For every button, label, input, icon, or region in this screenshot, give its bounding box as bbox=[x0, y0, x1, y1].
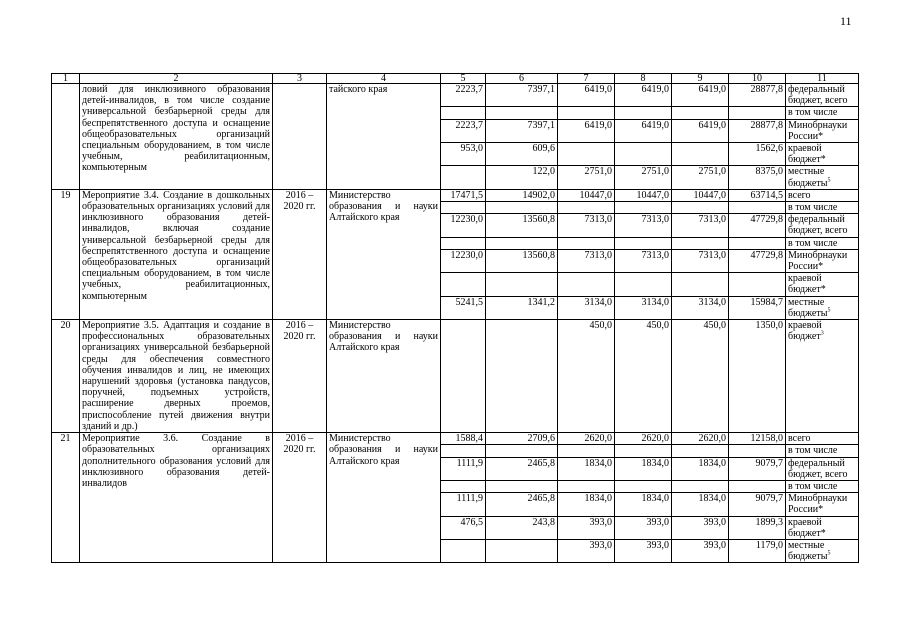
value-cell: 3134,0 bbox=[615, 296, 672, 319]
page-number: 11 bbox=[840, 14, 852, 28]
value-cell bbox=[729, 107, 786, 119]
measure-description: Мероприятие 3.6. Создание в образовательных организациях дополнительного образования условий для инклюзивного образования детей-инвалидов bbox=[80, 433, 273, 563]
funding-source bbox=[786, 249, 859, 272]
value-cell bbox=[729, 202, 786, 214]
value-cell bbox=[486, 107, 558, 119]
value-cell: 450,0 bbox=[615, 320, 672, 433]
value-cell bbox=[558, 237, 615, 249]
value-cell: 3134,0 bbox=[672, 296, 729, 319]
value-cell bbox=[441, 273, 486, 296]
value-cell bbox=[486, 237, 558, 249]
period: 2016 – 2020 гг. bbox=[273, 433, 327, 563]
value-cell: 6419,0 bbox=[615, 84, 672, 107]
funding-source-label: краевой бюджет* bbox=[788, 273, 826, 296]
value-cell bbox=[558, 445, 615, 457]
value-cell: 1111,9 bbox=[441, 457, 486, 480]
value-cell: 2223,7 bbox=[441, 119, 486, 142]
measure-description: Мероприятие 3.5. Адаптация и создание в профессиональных образовательных организациях универсальной безбарьерной среды для обеспечения совместного обучения инвалидов и лиц, не имеющих нарушений здоровья (установка пандусов, поручней, подъемных устройств, расширение дверных проемов, приспособление путей движения внутри зданий и др.) bbox=[80, 320, 273, 433]
value-cell bbox=[672, 445, 729, 457]
funding-source bbox=[786, 273, 859, 296]
value-cell: 953,0 bbox=[441, 143, 486, 166]
funding-source-label: в том числе bbox=[788, 107, 838, 119]
value-cell bbox=[486, 445, 558, 457]
value-cell bbox=[672, 273, 729, 296]
value-cell: 2751,0 bbox=[558, 166, 615, 189]
value-cell: 17471,5 bbox=[441, 189, 486, 201]
value-cell: 2620,0 bbox=[615, 433, 672, 445]
value-cell: 5241,5 bbox=[441, 296, 486, 319]
value-cell bbox=[441, 320, 486, 433]
funding-source bbox=[786, 433, 859, 445]
value-cell bbox=[615, 143, 672, 166]
column-header: 1 bbox=[52, 74, 80, 84]
value-cell: 10447,0 bbox=[558, 189, 615, 201]
value-cell: 1562,6 bbox=[729, 143, 786, 166]
table-row bbox=[52, 320, 859, 433]
value-cell: 450,0 bbox=[672, 320, 729, 433]
value-cell bbox=[558, 202, 615, 214]
value-cell: 13560,8 bbox=[486, 249, 558, 272]
budget-table bbox=[51, 73, 859, 563]
value-cell: 2465,8 bbox=[486, 457, 558, 480]
column-header: 10 bbox=[729, 74, 786, 84]
executor: Министерство образования и науки Алтайского края bbox=[327, 189, 441, 319]
funding-source bbox=[786, 480, 859, 492]
value-cell: 2223,7 bbox=[441, 84, 486, 107]
footnote-mark: 5 bbox=[827, 550, 831, 557]
row-number: 19 bbox=[52, 189, 80, 319]
funding-source bbox=[786, 320, 859, 433]
funding-source bbox=[786, 445, 859, 457]
funding-source bbox=[786, 84, 859, 107]
table-row bbox=[52, 433, 859, 445]
value-cell: 10447,0 bbox=[672, 189, 729, 201]
period: 2016 – 2020 гг. bbox=[273, 189, 327, 319]
row-number: 21 bbox=[52, 433, 80, 563]
value-cell: 6419,0 bbox=[558, 119, 615, 142]
value-cell: 6419,0 bbox=[672, 119, 729, 142]
measure-description: ловий для инклюзивного образования детей-инвалидов, в том числе создание универсальной безбарьерной среды для беспрепятственного доступа и оснащение общеобразовательных организаций специальным оборудованием, в том числе учебным, реабилитационным, компьютерным bbox=[80, 84, 273, 190]
funding-source-label: всего bbox=[788, 433, 811, 445]
value-cell: 1834,0 bbox=[672, 457, 729, 480]
value-cell: 393,0 bbox=[672, 516, 729, 539]
table-row bbox=[52, 189, 859, 201]
value-cell bbox=[486, 539, 558, 562]
column-header: 8 bbox=[615, 74, 672, 84]
value-cell: 2620,0 bbox=[558, 433, 615, 445]
footnote-mark: 5 bbox=[827, 307, 831, 314]
executor: Министерство образования и науки Алтайского края bbox=[327, 320, 441, 433]
value-cell: 7313,0 bbox=[558, 249, 615, 272]
value-cell bbox=[672, 143, 729, 166]
value-cell: 12230,0 bbox=[441, 214, 486, 237]
value-cell: 1350,0 bbox=[729, 320, 786, 433]
value-cell bbox=[441, 445, 486, 457]
value-cell bbox=[615, 237, 672, 249]
value-cell: 7313,0 bbox=[672, 214, 729, 237]
funding-source-label: в том числе bbox=[788, 202, 838, 214]
value-cell: 47729,8 bbox=[729, 214, 786, 237]
funding-source-label: всего bbox=[788, 189, 811, 201]
value-cell bbox=[672, 202, 729, 214]
value-cell: 7313,0 bbox=[672, 249, 729, 272]
value-cell: 9079,7 bbox=[729, 457, 786, 480]
funding-source-label: краевой бюджет* bbox=[788, 516, 826, 539]
value-cell bbox=[729, 273, 786, 296]
value-cell: 10447,0 bbox=[615, 189, 672, 201]
funding-source bbox=[786, 189, 859, 201]
value-cell: 12158,0 bbox=[729, 433, 786, 445]
value-cell: 2751,0 bbox=[672, 166, 729, 189]
funding-source bbox=[786, 166, 859, 189]
value-cell: 47729,8 bbox=[729, 249, 786, 272]
value-cell bbox=[615, 480, 672, 492]
row-number: 20 bbox=[52, 320, 80, 433]
funding-source-label: федеральный бюджет, всего bbox=[788, 457, 848, 480]
funding-source bbox=[786, 457, 859, 480]
column-header: 6 bbox=[486, 74, 558, 84]
executor: Министерство образования и науки Алтайского края bbox=[327, 433, 441, 563]
value-cell bbox=[729, 237, 786, 249]
value-cell: 2465,8 bbox=[486, 493, 558, 516]
funding-source bbox=[786, 516, 859, 539]
funding-source-label: местные бюджеты bbox=[788, 539, 828, 563]
value-cell: 1179,0 bbox=[729, 539, 786, 562]
value-cell bbox=[672, 107, 729, 119]
value-cell: 450,0 bbox=[558, 320, 615, 433]
value-cell: 1111,9 bbox=[441, 493, 486, 516]
value-cell: 6419,0 bbox=[615, 119, 672, 142]
value-cell: 3134,0 bbox=[558, 296, 615, 319]
value-cell: 12230,0 bbox=[441, 249, 486, 272]
value-cell: 1834,0 bbox=[558, 457, 615, 480]
funding-source bbox=[786, 107, 859, 119]
value-cell bbox=[558, 480, 615, 492]
value-cell: 7313,0 bbox=[615, 249, 672, 272]
value-cell bbox=[486, 320, 558, 433]
value-cell: 8375,0 bbox=[729, 166, 786, 189]
value-cell: 1834,0 bbox=[672, 493, 729, 516]
value-cell: 63714,5 bbox=[729, 189, 786, 201]
column-header: 9 bbox=[672, 74, 729, 84]
value-cell: 2709,6 bbox=[486, 433, 558, 445]
value-cell: 1834,0 bbox=[615, 457, 672, 480]
value-cell bbox=[441, 237, 486, 249]
value-cell bbox=[615, 202, 672, 214]
funding-source-label: Минобрнауки России* bbox=[788, 493, 848, 516]
value-cell: 393,0 bbox=[615, 516, 672, 539]
footnote-mark: 3 bbox=[820, 330, 824, 337]
funding-source-label: Минобрнауки России* bbox=[788, 249, 848, 273]
value-cell: 7397,1 bbox=[486, 84, 558, 107]
value-cell: 1899,3 bbox=[729, 516, 786, 539]
value-cell bbox=[615, 107, 672, 119]
period: 2016 – 2020 гг. bbox=[273, 320, 327, 433]
column-header: 5 bbox=[441, 74, 486, 84]
funding-source-label: в том числе bbox=[788, 480, 838, 492]
value-cell: 7313,0 bbox=[615, 214, 672, 237]
value-cell: 1588,4 bbox=[441, 433, 486, 445]
value-cell bbox=[615, 445, 672, 457]
measure-description: Мероприятие 3.4. Создание в дошкольных образовательных организациях условий для инклюзивного образования детей-инвалидов, включая создание универсальной безбарьерной среды для беспрепятственного доступа и оснащение общеобразовательных организаций специальным оборудованием, в том числе учебных, реабилитационных, компьютерным bbox=[80, 189, 273, 319]
funding-source-label: федеральный бюджет, всего bbox=[788, 84, 848, 107]
value-cell bbox=[672, 480, 729, 492]
value-cell: 476,5 bbox=[441, 516, 486, 539]
value-cell: 2620,0 bbox=[672, 433, 729, 445]
column-header: 7 bbox=[558, 74, 615, 84]
value-cell: 1341,2 bbox=[486, 296, 558, 319]
value-cell: 6419,0 bbox=[672, 84, 729, 107]
value-cell: 393,0 bbox=[558, 516, 615, 539]
value-cell: 7313,0 bbox=[558, 214, 615, 237]
value-cell bbox=[729, 480, 786, 492]
value-cell bbox=[441, 107, 486, 119]
value-cell: 1834,0 bbox=[558, 493, 615, 516]
value-cell: 243,8 bbox=[486, 516, 558, 539]
value-cell: 393,0 bbox=[672, 539, 729, 562]
value-cell: 13560,8 bbox=[486, 214, 558, 237]
value-cell: 7397,1 bbox=[486, 119, 558, 142]
funding-source-label: местные бюджеты bbox=[788, 166, 828, 189]
value-cell bbox=[558, 107, 615, 119]
funding-source bbox=[786, 202, 859, 214]
value-cell: 393,0 bbox=[558, 539, 615, 562]
value-cell: 28877,8 bbox=[729, 84, 786, 107]
value-cell: 1834,0 bbox=[615, 493, 672, 516]
value-cell: 15984,7 bbox=[729, 296, 786, 319]
executor: тайского края bbox=[327, 84, 441, 190]
column-header: 3 bbox=[273, 74, 327, 84]
value-cell: 609,6 bbox=[486, 143, 558, 166]
table-row bbox=[52, 84, 859, 107]
funding-source bbox=[786, 493, 859, 516]
funding-source-label: Минобрнауки России* bbox=[788, 119, 848, 142]
value-cell bbox=[486, 202, 558, 214]
funding-source-label: в том числе bbox=[788, 445, 838, 457]
value-cell bbox=[615, 273, 672, 296]
value-cell bbox=[729, 445, 786, 457]
value-cell bbox=[486, 480, 558, 492]
funding-source bbox=[786, 214, 859, 237]
value-cell bbox=[558, 273, 615, 296]
value-cell bbox=[486, 273, 558, 296]
funding-source bbox=[786, 539, 859, 562]
funding-source bbox=[786, 296, 859, 319]
value-cell bbox=[558, 143, 615, 166]
column-header: 4 bbox=[327, 74, 441, 84]
funding-source-label: краевой бюджет bbox=[788, 320, 822, 343]
value-cell: 2751,0 bbox=[615, 166, 672, 189]
funding-source-label: федеральный бюджет, всего bbox=[788, 214, 848, 237]
value-cell: 28877,8 bbox=[729, 119, 786, 142]
value-cell bbox=[441, 480, 486, 492]
value-cell: 9079,7 bbox=[729, 493, 786, 516]
table-header-row bbox=[52, 74, 859, 84]
value-cell: 14902,0 bbox=[486, 189, 558, 201]
funding-source-label: местные бюджеты bbox=[788, 296, 828, 319]
column-header: 11 bbox=[786, 74, 859, 84]
value-cell bbox=[441, 166, 486, 189]
footnote-mark: 5 bbox=[827, 177, 831, 184]
funding-source-label: в том числе bbox=[788, 237, 838, 249]
funding-source bbox=[786, 237, 859, 249]
funding-source-label: краевой бюджет* bbox=[788, 143, 826, 166]
value-cell bbox=[441, 539, 486, 562]
row-number bbox=[52, 84, 80, 190]
value-cell: 393,0 bbox=[615, 539, 672, 562]
value-cell bbox=[441, 202, 486, 214]
column-header: 2 bbox=[80, 74, 273, 84]
value-cell: 6419,0 bbox=[558, 84, 615, 107]
period bbox=[273, 84, 327, 190]
value-cell: 122,0 bbox=[486, 166, 558, 189]
funding-source bbox=[786, 143, 859, 166]
value-cell bbox=[672, 237, 729, 249]
funding-source bbox=[786, 119, 859, 142]
